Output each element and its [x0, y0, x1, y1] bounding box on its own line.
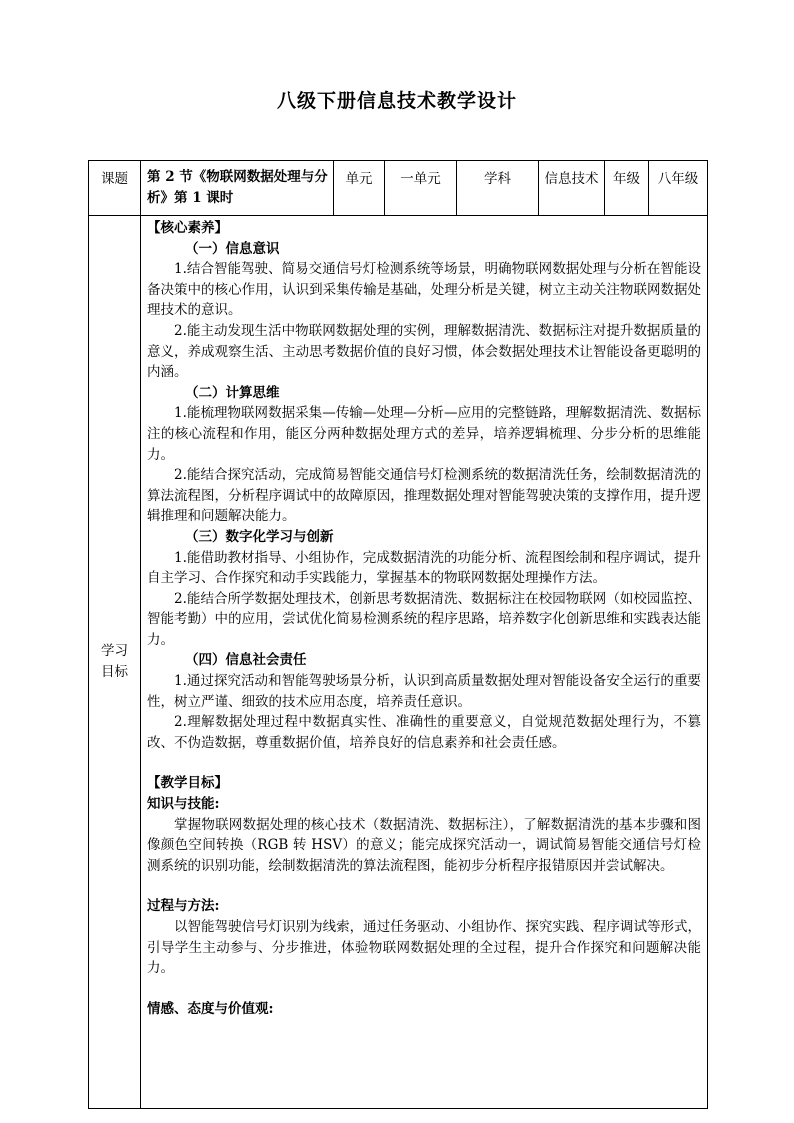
section-4-para-2: 2.理解数据处理过程中数据真实性、准确性的重要意义，自觉规范数据处理行为，不篡改、不伪造数据，尊重数据价值，培养良好的信息素养和社会责任感。: [147, 714, 701, 751]
unit-value: 一单元: [385, 161, 457, 216]
spacer: [147, 876, 701, 896]
section-2-para-1: 1.能梳理物联网数据采集—传输—处理—分析—应用的完整链路，理解数据清洗、数据标注的核心流程和作用，能区分两种数据处理方式的差异，培养逻辑梳理、分步分析的思维能力。: [147, 405, 701, 463]
unit-label: 单元: [334, 161, 385, 216]
section-2-para-2: 2.能结合探究活动，完成简易智能交通信号灯检测系统的数据清洗任务，绘制数据清洗的算法流程图，分析程序调试中的故障原因，推理数据处理对智能驾驶决策的支撑作用，提升逻辑推理和问题解决能力。: [147, 467, 701, 525]
section-3-title: （三）数字化学习与创新: [185, 528, 334, 545]
section-2-title: （二）计算思维: [185, 384, 280, 401]
topic-value: 第 2 节《物联网数据处理与分析》第 1 课时: [141, 161, 334, 216]
section-1-para-1: 1.结合智能驾驶、简易交通信号灯检测系统等场景，明确物联网数据处理与分析在智能设备决策中的核心作用，认识到采集传输是基础，处理分析是关键，树立主动关注物联网数据处理技术的意识。: [147, 261, 701, 319]
topic-label: 课题: [89, 161, 141, 216]
lesson-plan-table: [88, 160, 708, 1109]
learning-goals-label: [89, 216, 141, 1109]
section-1-title: （一）信息意识: [185, 240, 280, 257]
section-3-para-1: 1.能借助教材指导、小组协作，完成数据清洗的功能分析、流程图绘制和程序调试，提升自主学习、合作探究和动手实践能力，掌握基本的物联网数据处理操作方法。: [147, 549, 701, 587]
knowledge-title: 知识与技能:: [147, 796, 220, 813]
header-row: [89, 161, 708, 216]
process-title: 过程与方法:: [147, 898, 220, 915]
grade-label: 年级: [605, 161, 649, 216]
spacer: [147, 979, 701, 999]
process-para: 以智能驾驶信号灯识别为线索，通过任务驱动、小组协作、探究实践、程序调试等形式，引导学生主动参与、分步推进，体验物联网数据处理的全过程，提升合作探究和问题解决能力。: [147, 919, 701, 977]
literacy-heading: 【核心素养】: [147, 220, 228, 236]
content-row: [89, 216, 708, 1109]
subject-value: 信息技术: [539, 161, 605, 216]
section-3-para-2: 2.能结合所学数据处理技术，创新思考数据清洗、数据标注在校园物联网（如校园监控、智能考勤）中的应用，尝试优化简易检测系统的程序思路，培养数字化创新思维和实践表达能力。: [147, 590, 701, 648]
document-title: 八级下册信息技术教学设计: [276, 90, 517, 112]
section-4-title: （四）信息社会责任: [185, 652, 307, 669]
emotion-title: 情感、态度与价值观:: [147, 1000, 274, 1017]
section-1-para-2: 2.能主动发现生活中物联网数据处理的实例，理解数据清洗、数据标注对提升数据质量的意义，养成观察生活、主动思考数据价值的良好习惯，体会数据处理技术让智能设备更聪明的内涵。: [147, 322, 701, 381]
section-4-para-1: 1.通过探究活动和智能驾驶场景分析，认识到高质量数据处理对智能设备安全运行的重要性，树立严谨、细致的技术应用态度，培养责任意识。: [147, 673, 701, 710]
knowledge-para: 掌握物联网数据处理的核心技术（数据清洗、数据标注），了解数据清洗的基本步骤和图像颜色空间转换（RGB 转 HSV）的意义；能完成探究活动一，调试简易智能交通信号灯检测系统的识别功能，绘制数据清洗的算法流程图，能初步分析程序报错原因并尝试解决。: [147, 816, 701, 874]
subject-label: 学科: [457, 161, 539, 216]
goals-heading: 【教学目标】: [147, 775, 228, 792]
grade-value: 八年级: [649, 161, 708, 216]
learning-goals-text: 学习目标: [101, 643, 128, 680]
content-cell: [141, 216, 708, 1109]
spacer: [147, 753, 701, 773]
